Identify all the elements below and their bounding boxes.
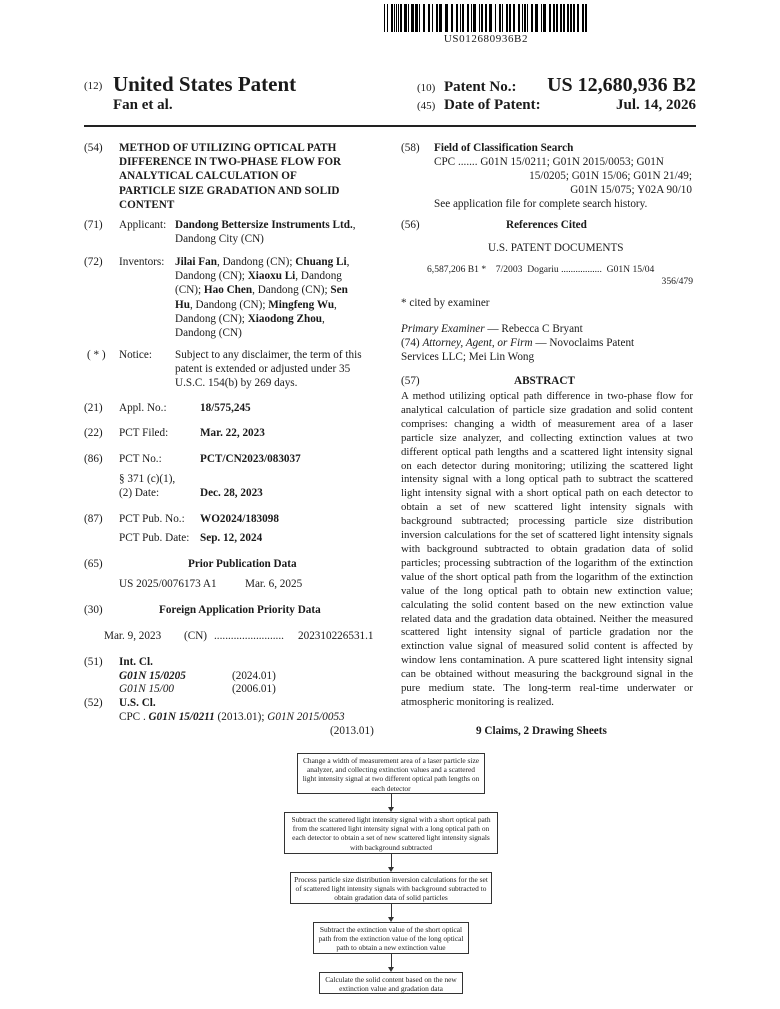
barcode-bar bbox=[398, 4, 399, 32]
barcode-bar bbox=[456, 4, 458, 32]
flow-arrow-3 bbox=[391, 904, 392, 918]
barcode-bar bbox=[527, 4, 528, 32]
pct-pub-no-label: PCT Pub. No.: bbox=[119, 513, 185, 525]
field-search-l2: 15/0205; G01N 15/06; G01N 21/49; bbox=[529, 170, 692, 182]
barcode-bar bbox=[582, 4, 584, 32]
barcode-bar bbox=[549, 4, 551, 32]
notice-text: Subject to any disclaimer, the term of this patent is extended or adjusted under 35 U.S.C. 154(b) by 269 days. bbox=[175, 349, 362, 390]
barcode-bar bbox=[518, 4, 520, 32]
inventors-label: Inventors: bbox=[119, 256, 165, 268]
patent-type-title: United States Patent bbox=[113, 72, 297, 96]
us-cl-label: U.S. Cl. bbox=[119, 697, 156, 709]
pct-filed-date: Mar. 22, 2023 bbox=[200, 427, 265, 439]
int-cl-2-date: (2006.01) bbox=[232, 683, 276, 695]
barcode-bar bbox=[451, 4, 453, 32]
flow-arrow-1 bbox=[391, 794, 392, 808]
barcode-bar bbox=[411, 4, 414, 32]
barcode-bar bbox=[553, 4, 555, 32]
flow-step-1: Change a width of measurement area of a laser particle size analyzer, and collecting extinction values and a scattered light intensity signal at two different optical path lengths on each detector bbox=[297, 753, 485, 794]
barcode-bar bbox=[467, 4, 469, 32]
code-30: (30) bbox=[84, 604, 103, 616]
foreign-app-no: 202310226531.1 bbox=[298, 630, 374, 642]
barcode-bar bbox=[394, 4, 395, 32]
barcode-bar bbox=[415, 4, 418, 32]
barcode-bar bbox=[387, 4, 388, 32]
barcode-bar bbox=[481, 4, 483, 32]
code-86: (86) bbox=[84, 453, 103, 465]
barcode-bar bbox=[567, 4, 569, 32]
patent-date: Jul. 14, 2026 bbox=[615, 97, 696, 113]
barcode-bar bbox=[400, 4, 402, 32]
barcode-bar bbox=[462, 4, 464, 32]
barcode-bar bbox=[495, 4, 496, 32]
inventors-list: Jilai Fan, Dandong (CN); Chuang Li, Dandong (CN); Xiaoxu Li, Dandong (CN); Hao Chen, Dandong (CN); Sen Hu, Dandong (CN); Mingfeng Wu, Dandong (CN); Xiaodong Zhou, Dandong (CN) bbox=[175, 256, 350, 340]
prior-pub-heading: Prior Publication Data bbox=[188, 558, 297, 570]
barcode-bar bbox=[479, 4, 480, 32]
barcode-bar bbox=[556, 4, 558, 32]
barcode-bar bbox=[513, 4, 515, 32]
us-cl-cpc-2-date: (2013.01) bbox=[330, 725, 374, 737]
barcode-bar bbox=[396, 4, 397, 32]
applicant-label: Applicant: bbox=[119, 219, 167, 231]
barcode-bar bbox=[573, 4, 575, 32]
header-rule bbox=[84, 125, 696, 127]
int-cl-1-date: (2024.01) bbox=[232, 670, 276, 682]
barcode-bar bbox=[535, 4, 538, 32]
pct-no: PCT/CN2023/083037 bbox=[200, 453, 301, 465]
barcode-bar bbox=[531, 4, 533, 32]
s371-date: Dec. 28, 2023 bbox=[200, 487, 263, 499]
barcode-bar bbox=[419, 4, 420, 32]
notice-label: Notice: bbox=[119, 349, 152, 361]
barcode-bar bbox=[489, 4, 492, 32]
barcode-bar bbox=[428, 4, 430, 32]
code-54: (54) bbox=[84, 142, 103, 154]
barcode-bar bbox=[445, 4, 448, 32]
code-22: (22) bbox=[84, 427, 103, 439]
barcode-bar bbox=[391, 4, 393, 32]
flow-step-3: Process particle size distribution inversion calculations for the set of scattered light intensity signals with background subtracted to obtain gradation data of solid particles bbox=[290, 872, 492, 904]
reference-row: 6,587,206 B1 * 7/2003 Dogariu ................. G01N 15/04 bbox=[427, 264, 655, 275]
foreign-dots: ......................... bbox=[214, 630, 284, 642]
int-cl-1: G01N 15/0205 bbox=[119, 670, 186, 682]
field-search-l3: G01N 15/075; Y02A 90/10 bbox=[570, 184, 692, 196]
barcode-bar bbox=[432, 4, 433, 32]
barcode-bar bbox=[543, 4, 546, 32]
barcode-bar bbox=[502, 4, 503, 32]
code-57: (57) bbox=[401, 375, 420, 387]
pct-pub-no: WO2024/183098 bbox=[200, 513, 279, 525]
flow-step-5: Calculate the solid content based on the new extinction value and gradation data bbox=[319, 972, 463, 994]
prior-pub-no: US 2025/0076173 A1 bbox=[119, 578, 217, 590]
barcode-bar bbox=[408, 4, 409, 32]
barcode-bar bbox=[570, 4, 572, 32]
inventors-short: Fan et al. bbox=[113, 97, 173, 113]
code-72: (72) bbox=[84, 256, 103, 268]
reference-class-2: 356/479 bbox=[661, 276, 693, 287]
appl-no: 18/575,245 bbox=[200, 402, 251, 414]
code-87: (87) bbox=[84, 513, 103, 525]
barcode-bar bbox=[585, 4, 587, 32]
claims-summary: 9 Claims, 2 Drawing Sheets bbox=[476, 725, 607, 737]
code-12: (12) bbox=[84, 80, 103, 92]
abstract-heading: ABSTRACT bbox=[514, 375, 575, 387]
pct-filed-label: PCT Filed: bbox=[119, 427, 169, 439]
barcode-bar bbox=[522, 4, 523, 32]
barcode-bar bbox=[541, 4, 542, 32]
code-52: (52) bbox=[84, 697, 103, 709]
code-notice: ( * ) bbox=[87, 349, 106, 361]
patent-no-label: Patent No.: bbox=[444, 79, 517, 95]
flow-arrow-2 bbox=[391, 854, 392, 868]
int-cl-2: G01N 15/00 bbox=[119, 683, 175, 695]
field-search-l1: CPC ....... G01N 15/0211; G01N 2015/0053; G01N bbox=[434, 156, 664, 168]
code-56: (56) bbox=[401, 219, 420, 231]
barcode-bar bbox=[577, 4, 579, 32]
barcode-bar bbox=[436, 4, 438, 32]
pct-no-label: PCT No.: bbox=[119, 453, 162, 465]
attorney: (74) Attorney, Agent, or Firm — Novoclaims Patent Services LLC; Mei Lin Wong bbox=[401, 337, 635, 364]
primary-examiner: Primary Examiner — Rebecca C Bryant bbox=[401, 323, 583, 335]
invention-title: METHOD OF UTILIZING OPTICAL PATH DIFFERENCE IN TWO-PHASE FLOW FOR ANALYTICAL CALCULATION OF PARTICLE SIZE GRADATION AND SOLID CONTENT bbox=[119, 142, 342, 211]
barcode-bar bbox=[563, 4, 565, 32]
code-21: (21) bbox=[84, 402, 103, 414]
barcode-bar bbox=[473, 4, 476, 32]
code-58: (58) bbox=[401, 142, 420, 154]
code-71: (71) bbox=[84, 219, 103, 231]
s371-label: § 371 (c)(1), (2) Date: bbox=[119, 473, 176, 500]
field-search-note: See application file for complete search history. bbox=[434, 198, 648, 210]
us-docs-heading: U.S. PATENT DOCUMENTS bbox=[488, 242, 624, 254]
references-heading: References Cited bbox=[506, 219, 587, 231]
barcode-bar bbox=[524, 4, 526, 32]
flow-step-4: Subtract the extinction value of the short optical path from the extinction value of the long optical path to obtain a new extinction value bbox=[313, 922, 469, 954]
foreign-date: Mar. 9, 2023 bbox=[104, 630, 162, 642]
pct-pub-date: Sep. 12, 2024 bbox=[200, 532, 263, 544]
code-65: (65) bbox=[84, 558, 103, 570]
appl-no-label: Appl. No.: bbox=[119, 402, 167, 414]
code-10: (10) bbox=[417, 82, 436, 94]
flow-arrow-4 bbox=[391, 954, 392, 968]
code-51: (51) bbox=[84, 656, 103, 668]
foreign-priority-heading: Foreign Application Priority Data bbox=[159, 604, 321, 616]
field-search-heading: Field of Classification Search bbox=[434, 142, 574, 154]
barcode-bar bbox=[460, 4, 461, 32]
prior-pub-date: Mar. 6, 2025 bbox=[245, 578, 303, 590]
barcode-bar bbox=[439, 4, 442, 32]
patent-number: US 12,680,936 B2 bbox=[547, 74, 696, 96]
document-number: US012680936B2 bbox=[443, 33, 529, 45]
barcode bbox=[382, 4, 590, 32]
barcode-bar bbox=[560, 4, 562, 32]
abstract-text: A method utilizing optical path difference in two-phase flow for analytical calculation of particle size gradation and solid content comprises: changing a width of measurement area of a laser particle size analyzer, and collecting extinction values at two different optical path lengths and a scattered light intensity signal on each detector during monitoring; utilizing the scattered light intensity signal with a long optical path to subtract the scattered light intensity signal with a short optical path on each detector to obtain a set of new scattered light intensity signals with background subtracted; processing particle size distribution inversion calculations for the set of scattered light intensity signals with background subtracted to obtain gradation data of solid particles; processing subtraction of the logarithm of the extinction value of the short optical path from the logarithm of the extinction value of the long optical path to obtain new extinction value; calculating the solid content based on the new extinction value related data and the gradation data obtained. Neither the measured scattered light intensity signal of particle gradation nor the extinction value signal of measured solid content is affected by window lens contamination. A pure scattered light intensity signal can be obtained without measuring the background signal in the pure medium state. The long-term real-time underwater or atmospheric monitoring is realized. bbox=[401, 390, 693, 708]
barcode-bar bbox=[506, 4, 508, 32]
foreign-country: (CN) bbox=[184, 630, 207, 642]
barcode-bar bbox=[509, 4, 511, 32]
barcode-bar bbox=[384, 4, 385, 32]
barcode-bar bbox=[485, 4, 487, 32]
us-cl-cpc: CPC . G01N 15/0211 (2013.01); G01N 2015/0053 bbox=[119, 711, 345, 723]
applicant: Dandong Bettersize Instruments Ltd., Dandong City (CN) bbox=[175, 219, 356, 246]
barcode-bar bbox=[423, 4, 425, 32]
flow-step-2: Subtract the scattered light intensity signal with a short optical path from the scattered light intensity signal with a long optical path on each detector to obtain a set of new scattered light intensity signals with background subtracted bbox=[284, 812, 498, 854]
barcode-bar bbox=[471, 4, 472, 32]
barcode-bar bbox=[404, 4, 407, 32]
int-cl-label: Int. Cl. bbox=[119, 656, 153, 668]
code-45: (45) bbox=[417, 100, 436, 112]
date-label: Date of Patent: bbox=[444, 97, 541, 113]
pct-pub-date-label: PCT Pub. Date: bbox=[119, 532, 190, 544]
barcode-bar bbox=[499, 4, 501, 32]
cited-by-examiner: * cited by examiner bbox=[401, 297, 490, 309]
